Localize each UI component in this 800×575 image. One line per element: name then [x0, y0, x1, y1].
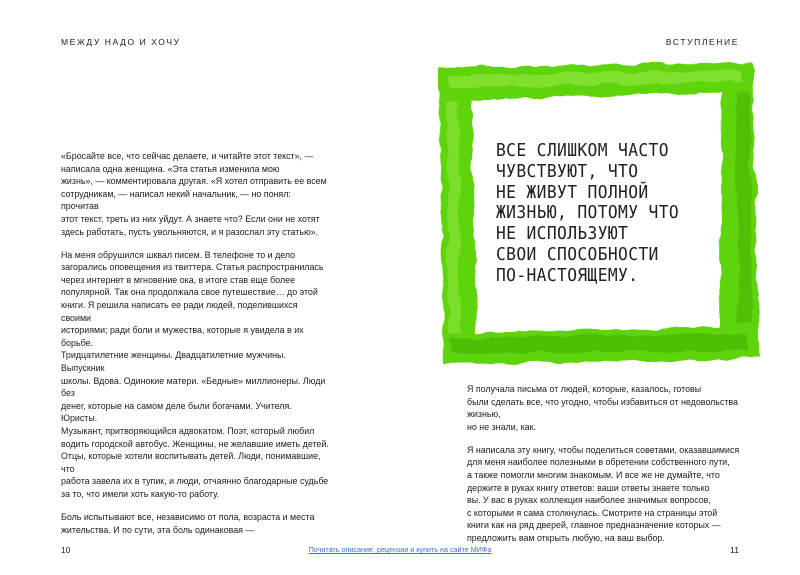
text-line: жизнь», — комментировала другая. «Я хотел отправить ее всем	[61, 176, 327, 187]
text-line: Боль испытывают все, независимо от пола, возраста и места	[61, 512, 315, 523]
paragraph	[467, 383, 757, 433]
text-line: историями; ради боли и мужества, которые я увидела в их борьбе.	[61, 325, 304, 348]
text-line: Я написала эту книгу, чтобы поделиться советами, оказавшимися	[467, 444, 740, 455]
text-line: предложить вам открыть любую, на ваш выбор.	[467, 533, 665, 544]
quote-line: НЕ ЖИВУТ ПОЛНОЙ	[496, 182, 649, 203]
text-line: вы. У вас в руках коллекция наиболее значимых вопросов,	[467, 495, 711, 506]
text-line: для меня наиболее полезными в обретении собственного пути,	[467, 457, 730, 468]
text-line: водить городской автобус. Женщины, не желавшие иметь детей.	[61, 438, 329, 449]
quote-line: НЕ ИСПОЛЬЗУЮТ	[496, 224, 629, 245]
text-line: На меня обрушился шквал писем. В телефоне то и дело	[61, 249, 296, 260]
text-line: книги как на ряд дверей, главное предназначение которых —	[467, 520, 721, 531]
paragraph	[61, 150, 329, 238]
text-line: здесь работать, пусть увольняются, и я разослал эту статью».	[61, 226, 319, 237]
buy-book-link[interactable]: Почитать описание, рецензии и купить на сайте МИФа	[308, 545, 492, 554]
text-line: написала одна женщина. «Эта статья изменила мою	[61, 163, 280, 174]
paragraph	[61, 511, 329, 536]
text-line: за то, что имели хоть какую-то работу.	[61, 488, 220, 499]
text-line: работа завела их в тупик, и люди, отчаянно благодарные судьбе	[61, 476, 329, 487]
text-line: Отцы, которые хотели воспитывать детей. Люди, понимавшие, что	[61, 451, 321, 474]
page-number-left: 10	[61, 545, 71, 555]
quote-line: ЖИЗНЬЮ, ПОТОМУ ЧТО	[496, 203, 680, 224]
text-line: были сделать все, что угодно, чтобы избавиться от недовольства жизнью,	[467, 396, 738, 420]
quote-line: ПО-НАСТОЯЩЕМУ.	[496, 265, 639, 286]
text-line: Тридцатилетние женщины. Двадцатилетние мужчины. Выпускник	[61, 350, 286, 373]
paragraph	[467, 444, 757, 545]
text-line: сотрудникам, — написал некий начальник, — но понял: прочитав	[61, 188, 291, 212]
text-line: а также помогли многим знакомым. И все же не думайте, что	[467, 470, 720, 481]
text-line: денег, которые на самом деле были богачами. Учителя. Юристы.	[61, 400, 292, 424]
left-page-body	[61, 150, 329, 547]
text-line: с которыми я сама столкнулась. Смотрите на страницы этой	[467, 507, 718, 518]
text-line: но не знали, как.	[467, 421, 536, 432]
paragraph	[61, 249, 329, 501]
page-number-right: 11	[730, 545, 739, 555]
text-line: «Бросайте все, что сейчас делаете, и читайте этот текст», —	[61, 151, 314, 161]
text-line: Музыкант, притворяющийся адвокатом. Поэт, который любил	[61, 425, 315, 436]
running-head-left: МЕЖДУ НАДО И ХОЧУ	[61, 37, 181, 47]
quote-line: ЧУВСТВУЮТ, ЧТО	[496, 161, 639, 182]
text-line: книги. Я решила написать ее ради людей, поделившихся своими	[61, 300, 298, 323]
text-line: популярной. Так она продолжала свое путешествие… до этой	[61, 287, 318, 298]
quote-illustration	[438, 62, 760, 365]
text-line: школы. Вдова. Одинокие матери. «Бедные» миллионеры. Люди без	[61, 375, 326, 399]
handwritten-quote	[496, 141, 719, 287]
right-page-body	[467, 383, 757, 555]
text-line: жительства. И по сути, эта боль одинаковая —	[61, 524, 255, 535]
text-line: этот текст, треть из них уйдут. А знаете что? Если они не хотят	[61, 213, 320, 224]
quote-line: ВСЕ СЛИШКОМ ЧАСТО	[496, 141, 669, 161]
text-line: Я получала письма от людей, которые, казалось, готовы	[467, 384, 702, 394]
text-line: загорались оповещения из твиттера. Статья распространилась	[61, 262, 324, 273]
text-line: через интернет в мгновение ока, в итоге став еще более	[61, 274, 296, 285]
quote-line: СВОИ СПОСОБНОСТИ	[496, 244, 659, 265]
running-head-right: ВСТУПЛЕНИЕ	[665, 37, 739, 47]
text-line: держите в руках книгу ответов: ваши ответы знаете только	[467, 482, 710, 493]
